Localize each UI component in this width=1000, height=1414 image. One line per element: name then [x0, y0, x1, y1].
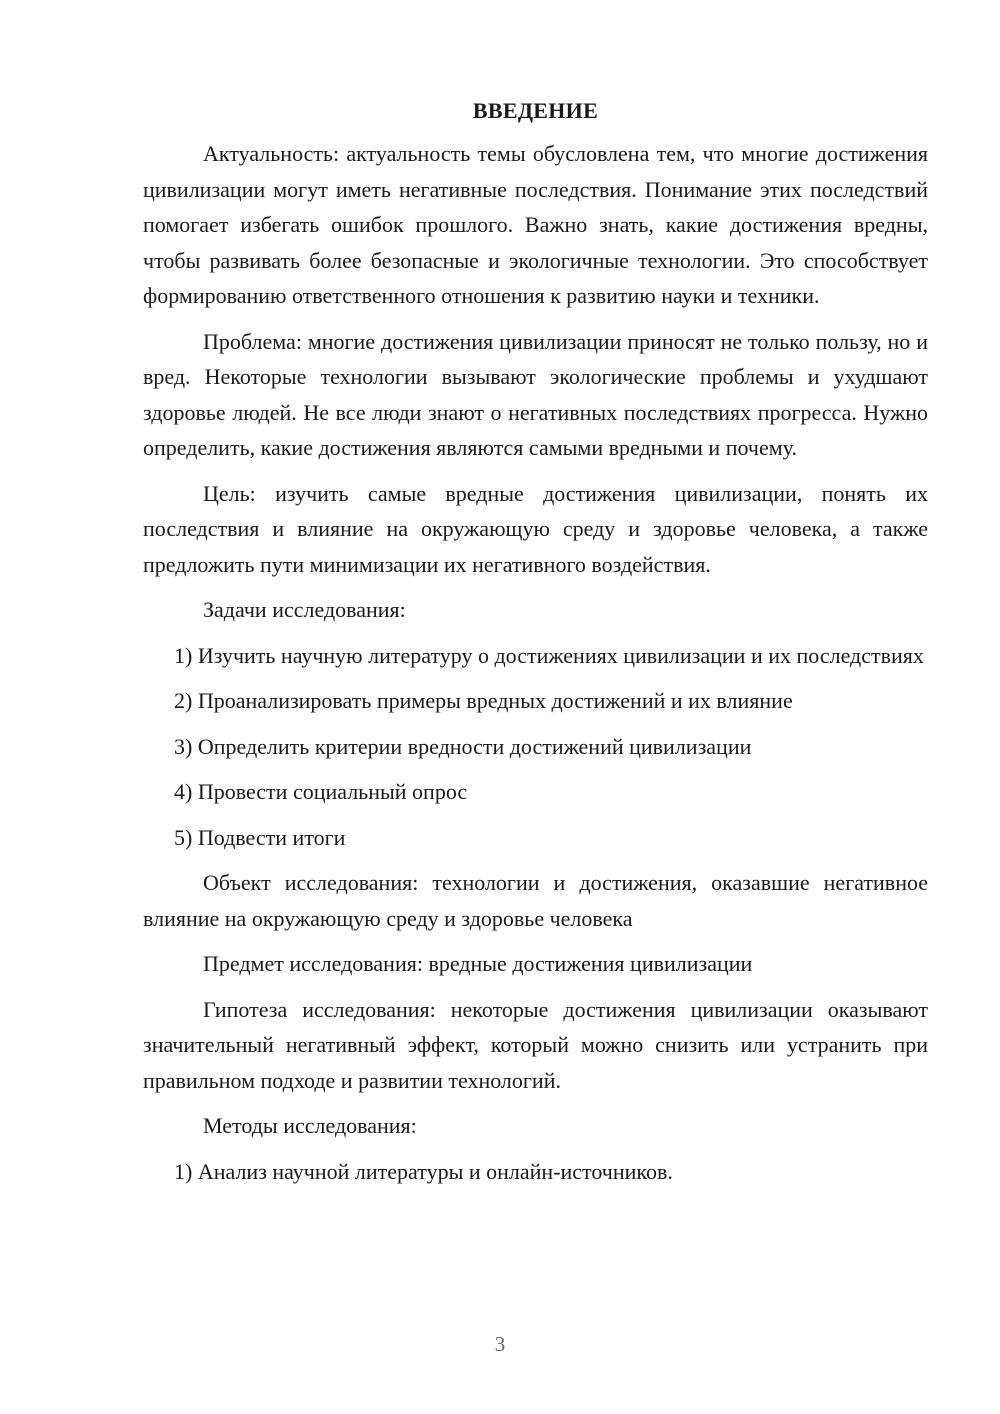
object-paragraph: Объект исследования: технологии и достижения, оказавшие негативное влияние на окружающую среду и здоровье человека	[143, 870, 928, 931]
tasks-heading: Задачи исследования:	[203, 597, 406, 622]
method-item-1: 1) Анализ научной литературы и онлайн-источников.	[174, 1158, 673, 1184]
relevance-paragraph: Актуальность: актуальность темы обусловлена тем, что многие достижения цивилизации могут иметь негативные последствия. Понимание этих последствий помогает избегать ошибок прошлого. Важно знать, какие достижения вредны, чтобы развивать более безопасные и экологичные технологии. Это способствует формированию ответственного отношения к развитию науки и техники.	[143, 141, 928, 308]
section-title: ВВЕДЕНИЕ	[472, 98, 599, 123]
task-item-3: 3) Определить критерии вредности достижений цивилизации	[174, 733, 752, 759]
goal-paragraph: Цель: изучить самые вредные достижения цивилизации, понять их последствия и влияние на окружающую среду и здоровье человека, а также предложить пути минимизации их негативного воздействия.	[143, 480, 928, 577]
task-item-1: 1) Изучить научную литературу о достижениях цивилизации и их последствиях	[174, 642, 924, 668]
page-number: 3	[494, 1332, 506, 1356]
task-item-2: 2) Проанализировать примеры вредных достижений и их влияние	[174, 688, 793, 713]
task-item-4: 4) Провести социальный опрос	[174, 779, 468, 804]
problem-paragraph: Проблема: многие достижения цивилизации приносят не только пользу, но и вред. Некоторые технологии вызывают экологические проблемы и ухудшают здоровье людей. Не все люди знают о негативных последствиях прогресса. Нужно определить, какие достижения являются самыми вредными и почему.	[143, 328, 928, 460]
document-page	[143, 96, 928, 1199]
hypothesis-paragraph: Гипотеза исследования: некоторые достижения цивилизации оказывают значительный негативный эффект, который можно снизить или устранить при правильном подходе и развитии технологий.	[143, 996, 928, 1093]
task-item-5: 5) Подвести итоги	[174, 824, 346, 850]
subject-paragraph: Предмет исследования: вредные достижения цивилизации	[203, 951, 753, 976]
methods-heading: Методы исследования:	[203, 1113, 417, 1138]
